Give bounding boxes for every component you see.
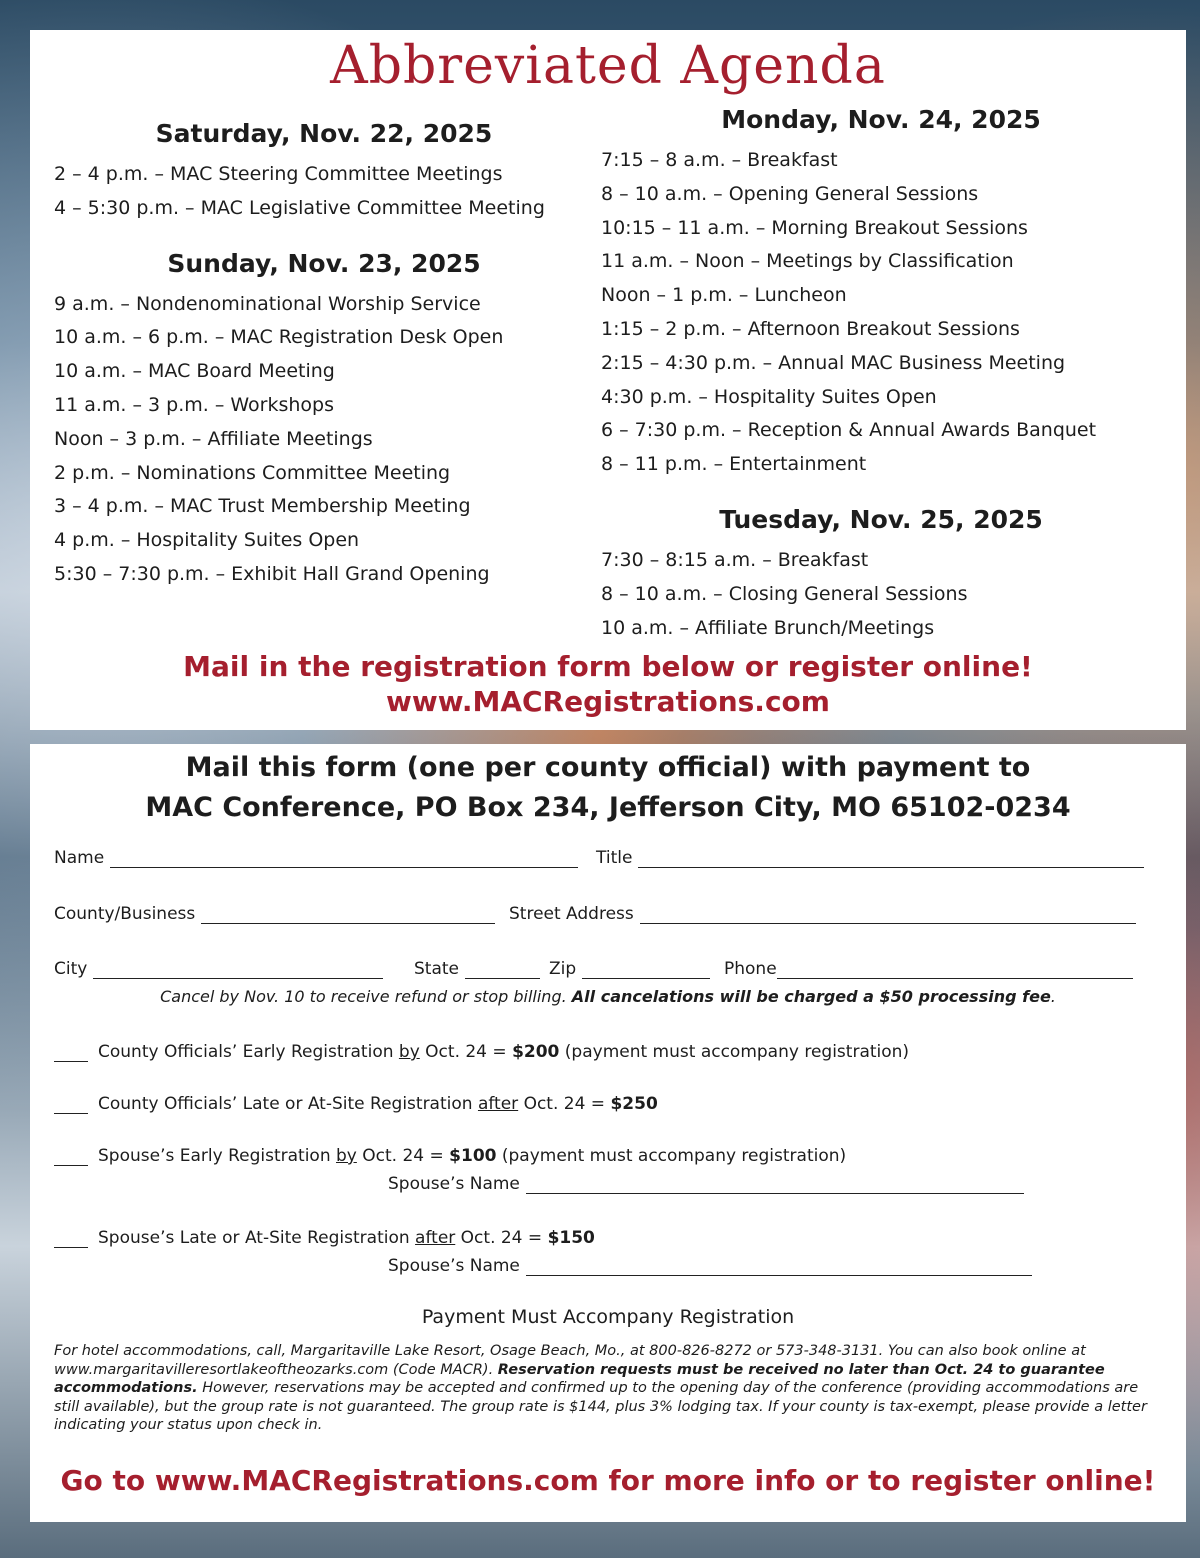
checkbox-blank[interactable]	[54, 1149, 88, 1166]
zip-label: Zip	[549, 959, 577, 979]
hotel-info: For hotel accommodations, call, Margaritaville Lake Resort, Osage Beach, Mo., at 800-826-8272 or 573-348-3131. You can also book online at www.margaritavilleresortlakeoftheozarks.com (Code MACR). Reservation requests must be received no later than Oct. 24 to guarantee accommodations. However, reservations may be accepted and confirmed up to the opening day of the conference (providing accommodations are still available), but the group rate is not guaranteed. The group rate is $144, plus 3% lodging tax. If your county is tax-exempt, please provide a letter indicating your status upon check in.	[54, 1343, 1147, 1434]
agenda-item: 10 a.m. – MAC Board Meeting	[54, 360, 335, 383]
registration-website-link[interactable]: www.MACRegistrations.com	[386, 685, 830, 718]
state-label: State	[414, 959, 459, 979]
name-label: Name	[54, 848, 105, 868]
agenda-item: 4:30 p.m. – Hospitality Suites Open	[601, 385, 937, 408]
option-spouse-early[interactable]: Spouse’s Early Registration by Oct. 24 = $100 (payment must accompany registration)	[54, 1146, 846, 1166]
agenda-item: Noon – 1 p.m. – Luncheon	[601, 284, 847, 307]
agenda-right-column	[601, 104, 1161, 645]
register-online-cta[interactable]: Go to www.MACRegistrations.com for more info or to register online!	[60, 1464, 1156, 1497]
title-label: Title	[596, 848, 633, 868]
city-field[interactable]	[54, 959, 383, 979]
county-business-label: County/Business	[54, 904, 196, 924]
agenda-item: 10:15 – 11 a.m. – Morning Breakout Sessions	[601, 216, 1028, 239]
day-heading-monday: Monday, Nov. 24, 2025	[721, 105, 1041, 134]
spouse-name-label: Spouse’s Name	[388, 1256, 520, 1276]
agenda-item: 5:30 – 7:30 p.m. – Exhibit Hall Grand Opening	[54, 562, 490, 585]
county-business-field[interactable]	[54, 904, 495, 924]
phone-label: Phone	[724, 959, 777, 979]
cancel-end: .	[1050, 987, 1056, 1006]
payment-note: Payment Must Accompany Registration	[421, 1306, 795, 1328]
agenda-item: Noon – 3 p.m. – Affiliate Meetings	[54, 427, 373, 450]
agenda-item: 8 – 10 a.m. – Opening General Sessions	[601, 182, 979, 205]
agenda-item: 7:30 – 8:15 a.m. – Breakfast	[601, 548, 869, 571]
form-row-name	[54, 848, 1146, 874]
zip-field[interactable]	[549, 959, 710, 979]
agenda-left-column	[54, 118, 594, 592]
checkbox-blank[interactable]	[54, 1097, 88, 1114]
registration-form-panel	[30, 744, 1186, 1522]
city-label: City	[54, 959, 88, 979]
name-field[interactable]	[54, 848, 578, 868]
agenda-item: 10 a.m. – Affiliate Brunch/Meetings	[601, 616, 935, 639]
street-address-field[interactable]	[509, 904, 1136, 924]
option-officials-early[interactable]: County Officials’ Early Registration by Oct. 24 = $200 (payment must accompany registration)	[54, 1042, 909, 1062]
agenda-item: 3 – 4 p.m. – MAC Trust Membership Meeting	[54, 495, 471, 518]
checkbox-blank[interactable]	[54, 1045, 88, 1062]
cancel-fee-text: All cancelations will be charged a $50 processing fee	[571, 987, 1051, 1006]
day-heading-tuesday: Tuesday, Nov. 25, 2025	[719, 504, 1043, 534]
agenda-item: 4 p.m. – Hospitality Suites Open	[54, 529, 360, 552]
mailing-address: MAC Conference, PO Box 234, Jefferson City, MO 65102-0234	[145, 792, 1071, 823]
price: $200	[512, 1042, 560, 1062]
agenda-item: 10 a.m. – 6 p.m. – MAC Registration Desk Open	[54, 326, 504, 349]
spouse-name-field[interactable]	[388, 1256, 1032, 1276]
agenda-item: 1:15 – 2 p.m. – Afternoon Breakout Sessions	[601, 317, 1020, 340]
agenda-panel	[30, 30, 1186, 730]
spouse-name-label: Spouse’s Name	[388, 1174, 520, 1194]
form-row-address	[54, 904, 1146, 930]
agenda-item: 4 – 5:30 p.m. – MAC Legislative Committee Meeting	[54, 196, 545, 219]
agenda-item: 6 – 7:30 p.m. – Reception & Annual Awards Banquet	[601, 419, 1097, 442]
price: $250	[610, 1094, 658, 1114]
day-heading-sunday: Sunday, Nov. 23, 2025	[167, 248, 481, 278]
state-field[interactable]	[414, 959, 540, 979]
cancel-text: Cancel by Nov. 10 to receive refund or stop billing.	[160, 987, 567, 1006]
agenda-item: 2 p.m. – Nominations Committee Meeting	[54, 461, 451, 484]
register-cta: Mail in the registration form below or register online!	[183, 650, 1033, 683]
form-heading: Mail this form (one per county official) with payment to	[185, 752, 1031, 783]
option-spouse-late[interactable]: Spouse’s Late or At-Site Registration after Oct. 24 = $150	[54, 1228, 595, 1248]
agenda-item: 9 a.m. – Nondenominational Worship Service	[54, 292, 481, 315]
day-heading-saturday: Saturday, Nov. 22, 2025	[155, 119, 493, 148]
option-officials-late[interactable]: County Officials’ Late or At-Site Registration after Oct. 24 = $250	[54, 1094, 658, 1114]
price: $100	[449, 1146, 497, 1166]
title-field[interactable]	[596, 848, 1144, 868]
form-row-city	[54, 959, 1146, 985]
agenda-item: 2 – 4 p.m. – MAC Steering Committee Meetings	[54, 163, 503, 185]
agenda-item: 2:15 – 4:30 p.m. – Annual MAC Business Meeting	[601, 351, 1066, 374]
agenda-item: 11 a.m. – 3 p.m. – Workshops	[54, 393, 335, 416]
agenda-item: 11 a.m. – Noon – Meetings by Classification	[601, 250, 1014, 273]
agenda-item: 8 – 11 p.m. – Entertainment	[601, 453, 867, 476]
spouse-name-field[interactable]	[388, 1174, 1024, 1194]
street-address-label: Street Address	[509, 904, 634, 924]
checkbox-blank[interactable]	[54, 1231, 88, 1248]
price: $150	[547, 1228, 595, 1248]
phone-field[interactable]	[724, 959, 1133, 979]
agenda-item: 7:15 – 8 a.m. – Breakfast	[601, 149, 838, 171]
agenda-title: Abbreviated Agenda	[330, 36, 886, 96]
cancellation-policy	[30, 987, 1186, 1006]
agenda-item: 8 – 10 a.m. – Closing General Sessions	[601, 582, 968, 605]
